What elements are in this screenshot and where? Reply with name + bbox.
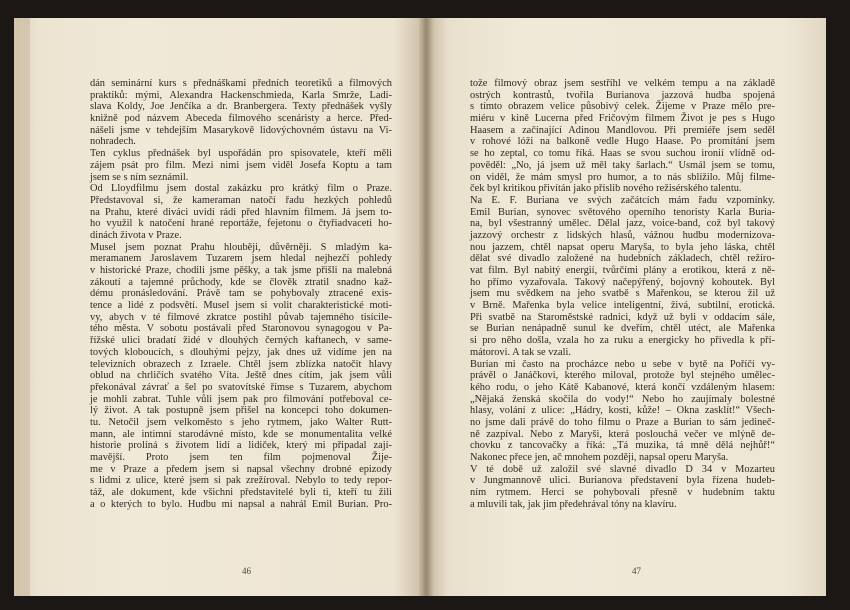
text-line: Nakonec přece jen, ač mnohem později, napsal operu Maryša. [470, 452, 729, 463]
text-line: dán seminární kurs s přednáškami předních teoretiků a filmových [90, 78, 392, 89]
text-line: nášeli jsme v tehdejším Masarykově lidovýchovném ústavu na Vi- [90, 124, 392, 136]
text-line: táž, ale dokument, kde všichni představitelé byli ti, kteří tu žili [90, 487, 392, 499]
text-line: dinách života v Praze. [90, 229, 182, 241]
left-page-text [90, 78, 392, 510]
text-line: tože filmový obraz jsem sestříhl ve velkém tempu a na základě [470, 78, 775, 89]
text-line: historie prolíná s životem lidí a lidiček, který mi připadal zají- [90, 440, 392, 452]
text-line: právěl o Janáčkovi, kterého miloval, protože byl stejného umělec- [470, 370, 775, 382]
page-number-right: 47 [632, 566, 641, 576]
text-line: tu. Netočil jsem velkoměsto s jeho rytmem, jako Walter Rutt- [90, 416, 392, 428]
text-line: se Burian nenápadně sunul ke dveřím, chtěl utéct, ale Mařenka [470, 323, 775, 335]
page-edges [14, 18, 30, 596]
text-line: lý život. A tak postupně jsem přišel na koncepci toho dokumen- [90, 405, 392, 417]
text-line: vat film. Byl nabitý energií, tvůrčími plány a erotikou, která z ně- [470, 265, 775, 276]
text-line: a o kterých to bylo. Hudbu mi napsal a nahrál Emil Burian. Pro- [90, 498, 392, 510]
text-line: tence a lidé z podsvětí. Musel jsem si volit charakteristické moti- [90, 300, 392, 312]
text-line: miéru v kině Lucerna před Fričovým filmem Život je pes s Hugo [470, 113, 775, 125]
text-line: pověděl: „No, já jsem už měl taky šarlach.“ Usmál jsem se tomu, [470, 159, 775, 171]
text-line: on viděl, že mám smysl pro humor, a to nás sblížilo. Můj filme- [470, 171, 775, 183]
text-line: Burian mi často na procházce nebo u sebe v bytě na Poříčí vy- [470, 358, 775, 370]
text-line: překonával závrať a šel po svatovítské římse s Tuzarem, abychom [90, 381, 392, 393]
text-line: nohradech. [90, 136, 136, 148]
text-line: mann, ale intimní starodávné místo, kde se monumentalita velké [90, 428, 392, 440]
text-line: oblud na chrličích svatého Víta. Ještě dnes cítím, jak jsem vůli [90, 370, 392, 382]
text-line: nou jazzem, chtěl napsat operu Maryša, to byla jeho láska, chtěl [470, 241, 775, 253]
text-line: ho přímo vyzařovala. Takový načepýřený, bojovný kohoutek. Byl [470, 276, 775, 288]
text-line: na Prahu, které diváci uvidí rádi před hlavním filmem. Já jsem to- [90, 206, 392, 218]
text-line: tových kloboucích, s dlouhými pejzy, jak dnes už vidíme jen na [90, 346, 392, 358]
text-line: meramanem Jaroslavem Tuzarem jsem hledal nejhezčí pohledy [90, 253, 392, 265]
text-line: kého rodu, o jeho Kátě Kabanové, která končí vzdáleným hlasem: [470, 381, 775, 393]
text-line: Haasem a začínající Adinou Mandlovou. Při premiéře jsem seděl [470, 124, 775, 136]
text-line: Na E. F. Buriana ve svých začátcích mám řadu vzpomínky. [470, 194, 775, 206]
text-line: dému pronásledování. Právě tam se pohybovaly ztracené exis- [90, 288, 392, 300]
text-line: je mohli zabrat. Tuhle vůli jsem pak pro filmování potřeboval ce- [90, 393, 392, 405]
text-line: knižně pod názvem Abeceda filmového scenáristy a herce. Před- [90, 113, 392, 125]
text-line: ostrých kontrastů, tvořila Burianova jazzová hudba spojená [470, 89, 775, 101]
text-line: v rohové lóži na balkoně vedle Hugo Haase. Po promítání jsem [470, 136, 775, 148]
text-line: jsem mu svědkem na jeho svatbě s Mařenkou, se kterou žil už [470, 288, 775, 300]
text-line: me v Praze a předem jsem si napsal všechny drobné epizody [90, 463, 392, 475]
text-line: ně zazpíval. Nebo z Maryši, která poslouchá večer ve mlýně de- [470, 428, 775, 440]
text-line: jsem se s ním seznámil. [90, 171, 189, 183]
text-line: se ho zeptal, co tomu říká. Haas se svou suchou ironií vlídně od- [470, 148, 775, 160]
text-line: na, byl všestranný umělec. Dělal jazz, voice-band, což byl takový [470, 218, 775, 230]
text-line: si pro něho došla, vzala ho za ruku a energicky ho přivedla k pří- [470, 335, 775, 347]
text-line: Představoval si, že kameraman natočí řadu hezkých pohledů [90, 194, 392, 206]
text-line: ček byl kritikou přivítán jako příslib nového režisérského talentu. [470, 183, 742, 195]
text-line: mátorovi. A tak se vzali. [470, 346, 571, 358]
text-line: ho využil k natočení hrané reportáže, fejetonu o čtyřiadvaceti ho- [90, 218, 392, 230]
text-line: řížské ulici bradatí židé v dlouhých černých kaftanech, v same- [90, 335, 392, 347]
text-line: jazzový orchestr z lidských hlasů, vážnou hudbu modernizova- [470, 229, 775, 241]
text-line: Při svatbě na Staroměstské radnici, když už byli v oddacím sále, [470, 311, 775, 323]
text-line: s lidmi z ulice, které jsem si pak zrežíroval. Nebylo to tedy repor- [90, 475, 392, 487]
text-line: televizních obrazech z Izraele. Chtěl jsem zblízka natočit hlavy [90, 358, 392, 370]
text-line: v historické Praze, chodili jsme pěšky, a tak jsme přišli na malebná [90, 265, 392, 276]
text-line: chovku z tancovačky a říká: „Tá muzika, tá mně dělá nejhůř!“ [470, 440, 775, 452]
text-line: tého města. V sobotu postávali před Staronovou synagogou v Pa- [90, 323, 392, 335]
text-line: ním rytmem. Herci se pohybovali přesně v hudebním taktu [470, 487, 775, 499]
book-gutter [418, 18, 434, 596]
text-line: mavější. Proto jsem ten film pojmenoval Žije- [90, 452, 392, 463]
text-line: Musel jsem poznat Prahu hlouběji, důvěrněji. S mladým ka- [90, 241, 392, 253]
text-line: Od Lloydfilmu jsem dostal zakázku pro krátký film o Praze. [90, 183, 392, 195]
text-line: v Brně. Mařenka byla velice inteligentní, živá, subtilní, erotická. [470, 300, 775, 312]
text-line: Emil Burian, synovec světového operního tenoristy Karla Buria- [470, 206, 775, 218]
text-line: dělat své divadlo založené na hudebních základech, chtěl režíro- [470, 253, 775, 265]
text-line: slava Koldy, Joe Jenčíka a dr. Branbergera. Texty přednášek vyšly [90, 101, 392, 113]
text-line: V té době už založil své slavné divadlo D 34 v Mozarteu [470, 463, 775, 475]
page-number-left: 46 [242, 566, 251, 576]
text-line: s tímto obrazem velice působivý celek. Žijeme v Praze mělo pre- [470, 101, 775, 113]
text-line: v Jungmannově ulici. Burianova představení byla řízena hudeb- [470, 475, 775, 487]
left-page [14, 18, 426, 596]
text-line: vy, abych v té filmové zkratce postihl půvab tajemného tisícile- [90, 311, 392, 323]
text-line: „Nějaká ženská skočila do vody!“ Nebo ho zaujímaly bolestné [470, 393, 775, 405]
text-line: zákoutí a tajemné průchody, kde se člověk ztratil snadno kaž- [90, 276, 392, 288]
text-line: a mluvili tak, jak jim předehrával tóny na klavíru. [470, 498, 677, 510]
open-book [14, 18, 826, 596]
text-line: no jsme dali právě do toho filmu o Praze a Burian to sám jedineč- [470, 416, 775, 428]
text-line: hlasy, volání z ulice: „Hádry, kosti, kůže! – Okna zasklít!“ Všech- [470, 405, 775, 417]
text-line: zájem psát pro film. Mezi nimi jsem viděl Josefa Koptu a tam [90, 159, 392, 171]
text-line: Ten cyklus přednášek byl uspořádán pro spisovatele, kteří měli [90, 148, 392, 160]
text-line: praktiků: mými, Alexandra Hackenschmieda, Karla Smrže, Ladi- [90, 89, 392, 101]
right-page-text [470, 78, 775, 510]
right-page [426, 18, 826, 596]
